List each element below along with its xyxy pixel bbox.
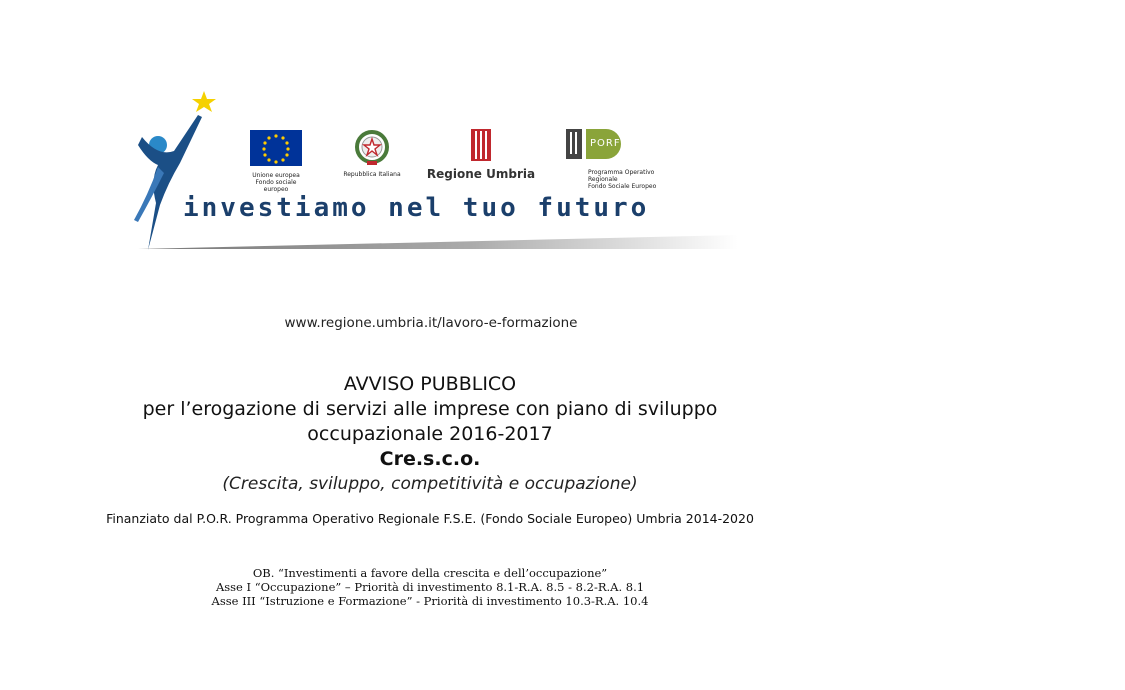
umbria-caption: Regione Umbria (426, 167, 536, 181)
banner-swoosh (138, 235, 738, 249)
objective-ob: OB. “Investimenti a favore della crescita e dell’occupazione” (252, 566, 608, 580)
porfse-caption-line-1: Programma Operativo Regionale (588, 169, 655, 183)
notice-acronym: Cre.s.c.o. (379, 448, 481, 470)
runner-figure-icon (128, 85, 218, 255)
objectives-block (100, 566, 760, 608)
italy-logo (343, 127, 401, 178)
website-url: www.regione.umbria.it/lavoro-e-formazione (284, 315, 578, 331)
funding-statement: Finanziato dal P.O.R. Programma Operativo Regionale F.S.E. (Fondo Sociale Europeo) Umbria 2014-2020 (106, 511, 754, 526)
eu-caption-line-2: Fondo sociale europeo (255, 179, 297, 193)
header-banner (128, 85, 738, 255)
umbria-logo (426, 129, 536, 181)
eu-caption (246, 172, 306, 193)
porfse-caption (588, 169, 666, 190)
porfse-logo (566, 129, 666, 190)
porfse-text: PORFSE (590, 138, 636, 149)
porfse-caption-line-2: Fondo Sociale Europeo (588, 183, 657, 190)
notice-subtitle-1: per l’erogazione di servizi alle imprese con piano di sviluppo (142, 398, 718, 420)
objective-asse-3: Asse III “Istruzione e Formazione” - Priorità di investimento 10.3-R.A. 10.4 (211, 594, 649, 608)
umbria-emblem-icon (470, 129, 492, 161)
objective-asse-1: Asse I “Occupazione” – Priorità di investimento 8.1-R.A. 8.5 - 8.2-R.A. 8.1 (215, 580, 645, 594)
notice-title: AVVISO PUBBLICO (343, 373, 517, 395)
eu-flag-icon (250, 130, 302, 166)
eu-caption-line-1: Unione europea (252, 172, 300, 179)
notice-subtitle-2: occupazionale 2016-2017 (307, 423, 553, 445)
notice-acronym-expansion: (Crescita, sviluppo, competitività e occupazione) (222, 474, 638, 494)
italy-caption: Repubblica Italiana (343, 171, 401, 178)
slogan: investiamo nel tuo futuro (183, 193, 650, 223)
eu-logo (250, 130, 302, 193)
italy-emblem-icon (343, 127, 401, 167)
notice-title-block (60, 372, 800, 497)
